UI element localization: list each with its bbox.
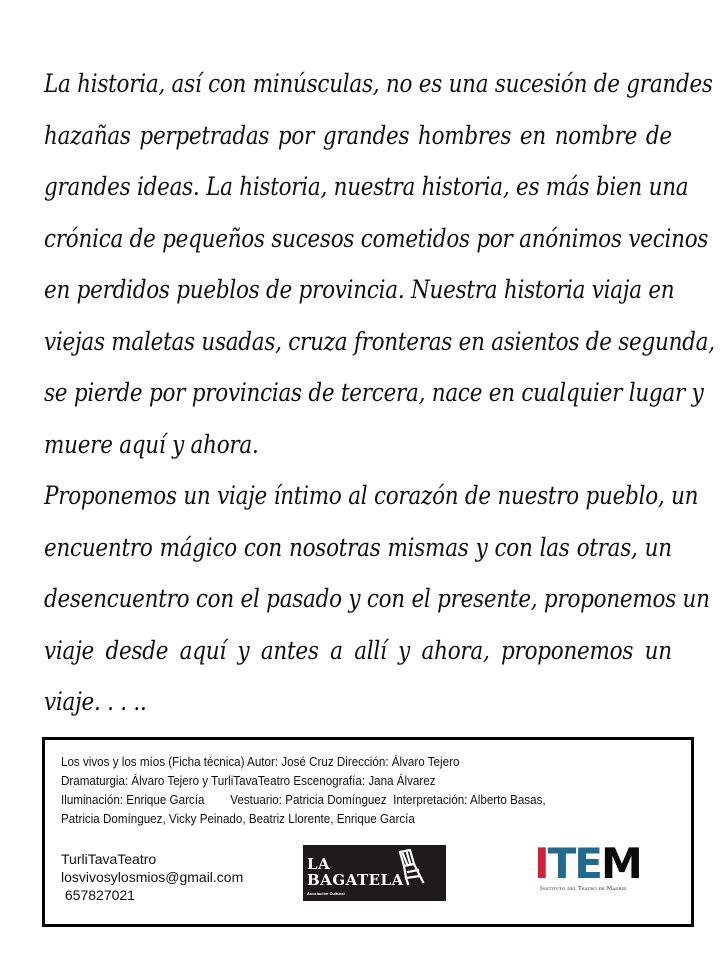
manifesto-line: viaje desde aquí y antes a allí y ahora, proponemos un [44,635,672,665]
manifesto-text [44,58,715,728]
manifesto-line: desencuentro con el pasado y con el presente, proponemos un [44,584,710,613]
manifesto-line: Proponemos un viaje íntimo al corazón de nuestro pueblo, un [44,481,699,510]
contact-phone: 657827021 [61,887,135,903]
item-logo [534,839,646,893]
item-logo-letters [534,839,641,888]
item-letter-t: T [547,839,575,888]
credits-line: Iluminación: Enrique García Vestuario: Patricia Domínguez Interpretación: Alberto Basas, [61,793,546,807]
contact-email[interactable]: losvivosylosmios@gmail.com [61,869,244,885]
credits-line: Patricia Domínguez, Vicky Peinado, Beatriz Llorente, Enrique García [61,812,415,826]
manifesto-line: crónica de pequeños sucesos cometidos por anónimos vecinos [44,223,709,253]
credits-line: Los vivos y los míos (Ficha técnica) Autor: José Cruz Dirección: Álvaro Tejero [61,755,460,769]
manifesto-line: muere aquí y ahora. [44,429,259,459]
bagatela-logo-subtitle: Asociación Cultural [307,891,345,896]
item-letter-m: M [601,839,641,888]
bagatela-logo-line2: BAGATELA [307,871,404,889]
manifesto-line: en perdidos pueblos de provincia. Nuestra historia viaja en [44,275,675,304]
manifesto-line: hazañas perpetradas por grandes hombres en nombre de [44,120,672,150]
manifesto-line: se pierde por provincias de tercera, nace en cualquier lugar y [44,378,704,407]
manifesto-line: viejas maletas usadas, cruza fronteras en asientos de segunda, [44,326,715,356]
la-bagatela-logo [303,845,446,901]
item-letter-e: E [574,839,601,888]
manifesto-line: encuentro mágico con nosotras mismas y con las otras, un [44,532,672,562]
company-name: TurliTavaTeatro [61,851,157,867]
item-letter-i: I [534,839,548,888]
item-logo-caption: Instituto del Teatro de Madrid [540,886,627,892]
manifesto-line: viaje. . . .. [44,687,147,716]
manifesto-line: La historia, así con minúsculas, no es una sucesión de grandes [44,69,713,98]
chair-icon [396,848,426,886]
contact-info [61,850,243,904]
technical-sheet [61,753,693,829]
bagatela-logo-line1: LA [307,855,331,873]
credits-box [42,737,694,927]
credits-line: Dramaturgia: Álvaro Tejero y TurliTavaTeatro Escenografía: Jana Álvarez [61,774,436,788]
manifesto-line: grandes ideas. La historia, nuestra historia, es más bien una [44,172,689,201]
